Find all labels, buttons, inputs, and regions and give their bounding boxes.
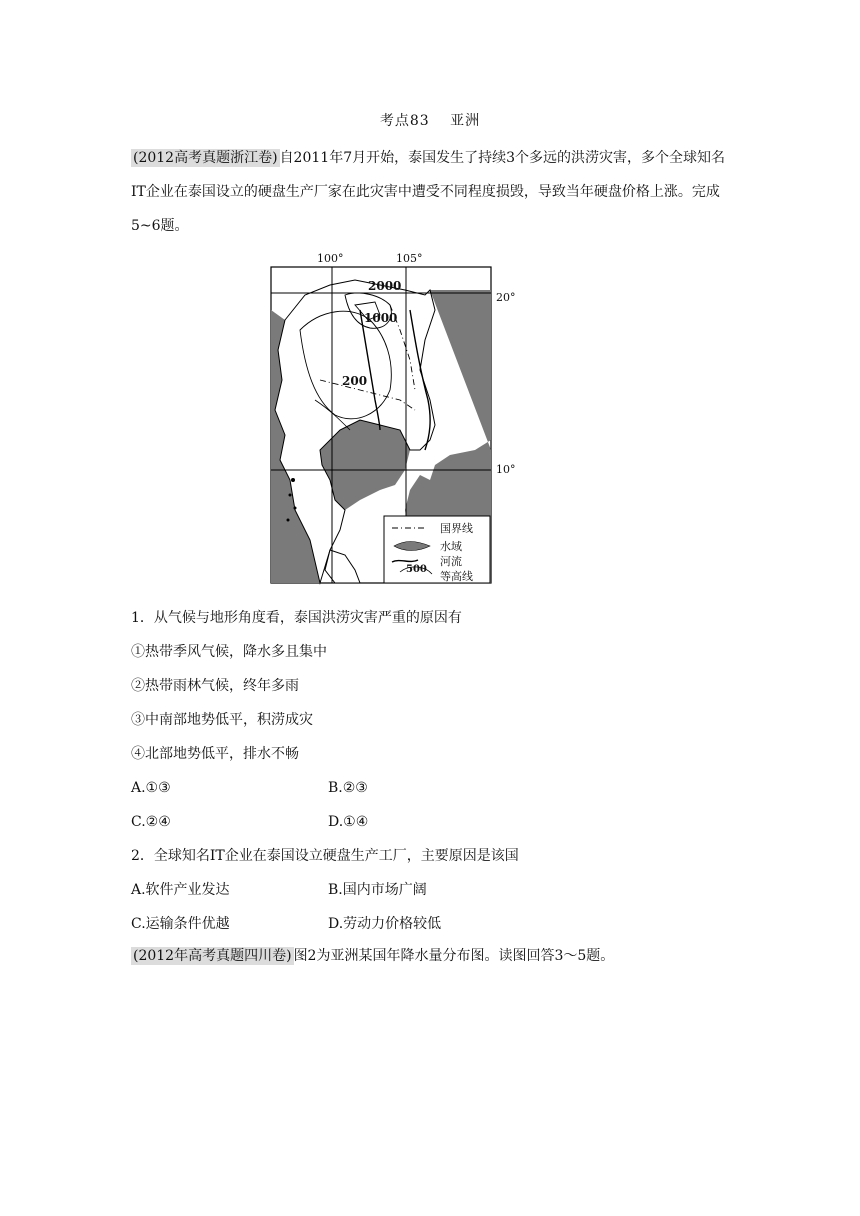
intro-paragraph [131, 141, 731, 243]
outro-paragraph [131, 946, 614, 966]
contour-label-200: 200 [342, 374, 368, 388]
q2-stem: 2．全球知名IT企业在泰国设立硬盘生产工厂，主要原因是该国 [131, 848, 519, 864]
q1-option-c: C.②④ [131, 814, 171, 830]
q1-statement-3: ③中南部地势低平，积涝成灾 [131, 712, 313, 728]
legend-water-label: 水域 [440, 540, 462, 553]
legend-contour-sample: 500 [406, 564, 427, 575]
lat-label-10: 10° [496, 463, 516, 476]
lat-label-20: 20° [496, 291, 516, 304]
outro-source-tag: (2012年高考真题四川卷) [133, 948, 292, 964]
lon-label-100: 100° [317, 252, 344, 265]
legend-border-label: 国界线 [440, 522, 473, 535]
intro-source-tag: (2012高考真题浙江卷) [133, 150, 278, 166]
q1-stem: 1．从气候与地形角度看，泰国洪涝灾害严重的原因有 [131, 610, 462, 626]
q2-option-a: A.软件产业发达 [131, 882, 230, 898]
outro-text: 图2为亚洲某国年降水量分布图。读图回答3～5题。 [293, 948, 615, 964]
q2-option-c: C.运输条件优越 [131, 916, 230, 932]
legend-contour-label: 等高线 [440, 570, 473, 583]
lon-label-105: 105° [396, 252, 423, 265]
q1-option-b: B.②③ [328, 780, 368, 796]
map-figure [260, 250, 520, 586]
q2-option-d: D.劳动力价格较低 [328, 916, 442, 932]
contour-label-2000: 2000 [368, 279, 402, 293]
q1-option-d: D.①④ [328, 814, 369, 830]
contour-label-1000: 1000 [364, 311, 398, 325]
legend-river-label: 河流 [440, 555, 462, 568]
intro-text: 自2011年7月开始，泰国发生了持续3个多远的洪涝灾害，多个全球知名IT企业在泰国设立的硬盘生产厂家在此灾害中遭受不同程度损毁，导致当年硬盘价格上涨。完成5~6题。 [131, 150, 726, 234]
q2-option-b: B.国内市场广阔 [328, 882, 427, 898]
page-title: 考点83 亚洲 [379, 113, 481, 129]
q1-statement-2: ②热带雨林气候，终年多雨 [131, 678, 299, 694]
thailand-map [260, 250, 520, 586]
q1-option-a: A.①③ [131, 780, 171, 796]
q1-statement-1: ①热带季风气候，降水多且集中 [131, 644, 327, 660]
q1-statement-4: ④北部地势低平，排水不畅 [131, 746, 299, 762]
